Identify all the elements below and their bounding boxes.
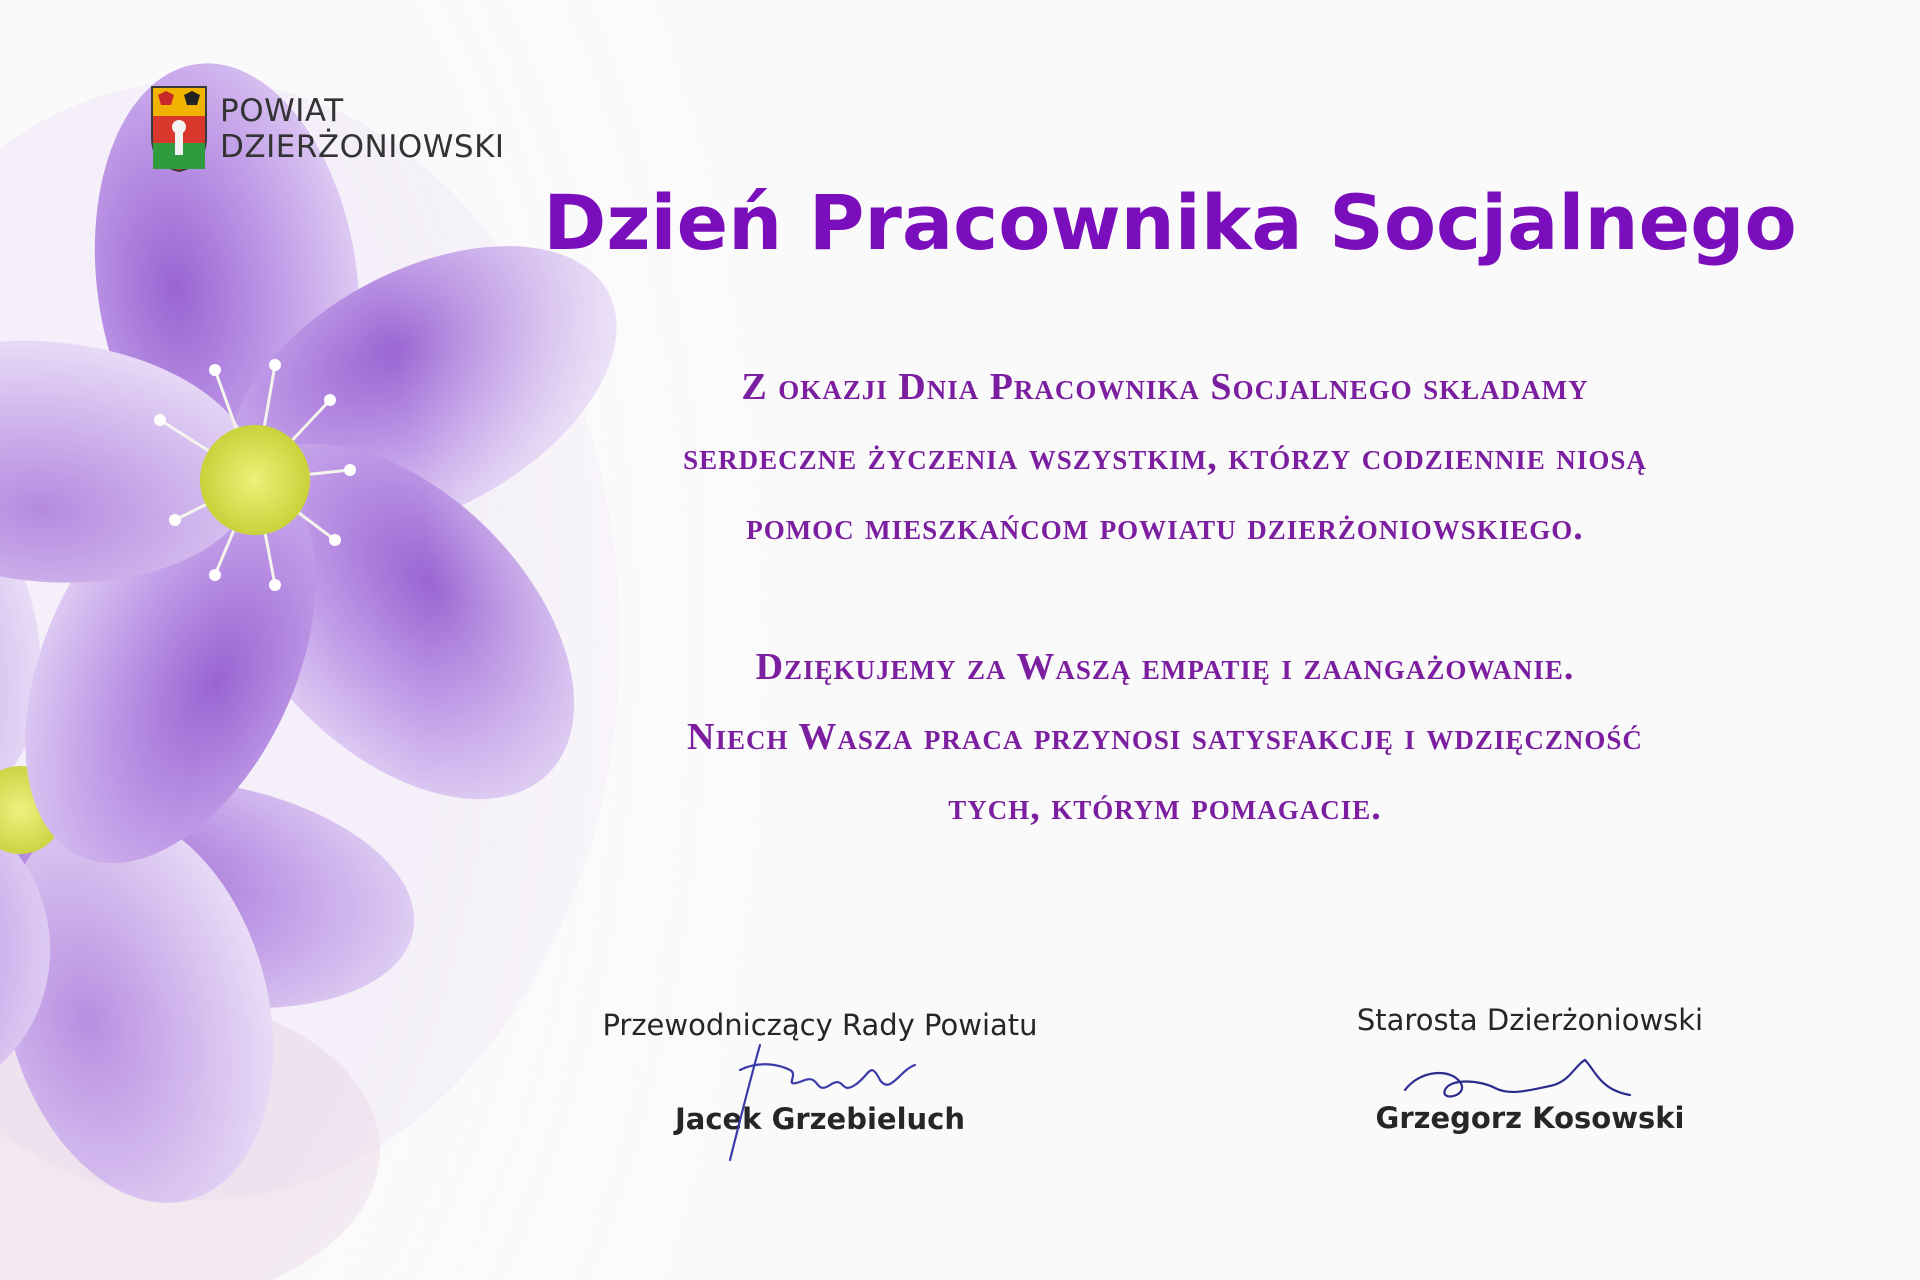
logo-wordmark: [220, 93, 505, 165]
message-line: Z okazji Dnia Pracownika Socjalnego składamy: [741, 366, 1589, 408]
message-line: Dziękujemy za Waszą empatię i zaangażowanie.: [755, 646, 1575, 688]
signatory-role: Przewodniczący Rady Powiatu: [602, 1008, 1038, 1042]
signatory-name: Grzegorz Kosowski: [1375, 1101, 1685, 1135]
message-line: Niech Wasza praca przynosi satysfakcję i wdzięczność: [687, 716, 1643, 758]
logo-line-2: DZIERŻONIOWSKI: [220, 129, 505, 165]
signature-block-starost: [1300, 1000, 1760, 1138]
message-paragraph-1: [490, 352, 1840, 562]
message-line: tych, którym pomagacie.: [948, 786, 1382, 828]
message-line: serdeczne życzenia wszystkim, którzy codziennie niosą: [683, 436, 1647, 478]
signature-block-council-chair: [560, 1005, 1080, 1139]
signatory-name: Jacek Grzebieluch: [674, 1102, 966, 1136]
message-line: pomoc mieszkańcom powiatu dzierżoniowskiego.: [746, 506, 1584, 548]
logo-line-1: POWIAT: [220, 93, 344, 129]
paragraph-spacer: [490, 562, 1840, 632]
page-title: Dzień Pracownika Socjalnego: [543, 178, 1797, 267]
coat-of-arms-icon: [150, 85, 208, 173]
greeting-message: [490, 352, 1840, 842]
signatory-role: Starosta Dzierżoniowski: [1356, 1003, 1704, 1037]
powiat-logo[interactable]: [150, 85, 505, 173]
message-paragraph-2: [490, 632, 1840, 842]
